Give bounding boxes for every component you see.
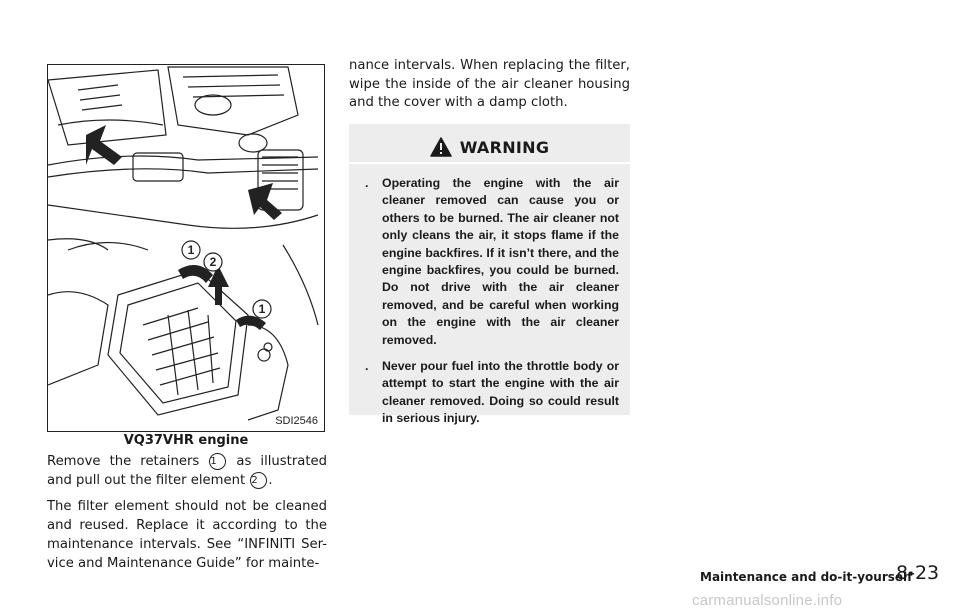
warning-item-text: Operating the engine with the air cleaner removed can cause you or others to be burned. The air cleaner not only cleans the air, it stops flame if the engine backfires. If it isn’t there, and the engine backfires, you could be burned. Do not drive with the air cleaner removed, and be careful when working on the engine with the air cleaner removed. [382, 176, 619, 347]
right-column-paragraph: nance intervals. When replacing the filter, wipe the inside of the air cleaner housing and the cover with a damp cloth. [349, 58, 630, 110]
text-run: Remove the retainers [47, 454, 200, 469]
left-column [47, 452, 327, 580]
warning-item [363, 358, 619, 428]
figure-code: SDI2546 [275, 415, 318, 427]
figure-caption: VQ37VHR engine [123, 433, 249, 448]
warning-triangle-icon [430, 137, 452, 157]
bullet: . [365, 176, 369, 190]
warning-title: WARNING [459, 138, 550, 157]
warning-item [363, 175, 619, 349]
text-run: . [268, 473, 273, 488]
paragraph-filter-note: The filter element should not be cleaned and reused. Replace it according to the maintenance intervals. See “INFINITI Ser-vice and Maintenance Guide” for mainte- [47, 499, 327, 571]
warning-heading [349, 137, 630, 157]
warning-list [363, 175, 619, 437]
footer-section-title: Maintenance and do-it-yourself [700, 570, 913, 584]
warning-box [349, 124, 630, 426]
paragraph-remove-retainers [47, 452, 327, 490]
engine-illustration [48, 65, 324, 431]
callout-number-2: 2 [250, 472, 267, 489]
bullet: . [365, 359, 369, 374]
watermark: carmanualsonline.info [692, 592, 843, 609]
figure-callout-2: 2 [209, 255, 217, 269]
figure-callout-1: 1 [187, 243, 195, 257]
figure-callout-1b: 1 [258, 302, 266, 316]
callout-number-1: 1 [209, 453, 226, 470]
engine-figure [47, 64, 325, 432]
warning-item-text: Never pour fuel into the throttle body or attempt to start the engine with the air cleaner removed. Doing so could result in serious injury. [382, 359, 619, 426]
page-number: 8-23 [896, 562, 940, 584]
warning-divider [349, 162, 630, 164]
text-run: as illustrated and pull out the filter element [47, 454, 327, 488]
